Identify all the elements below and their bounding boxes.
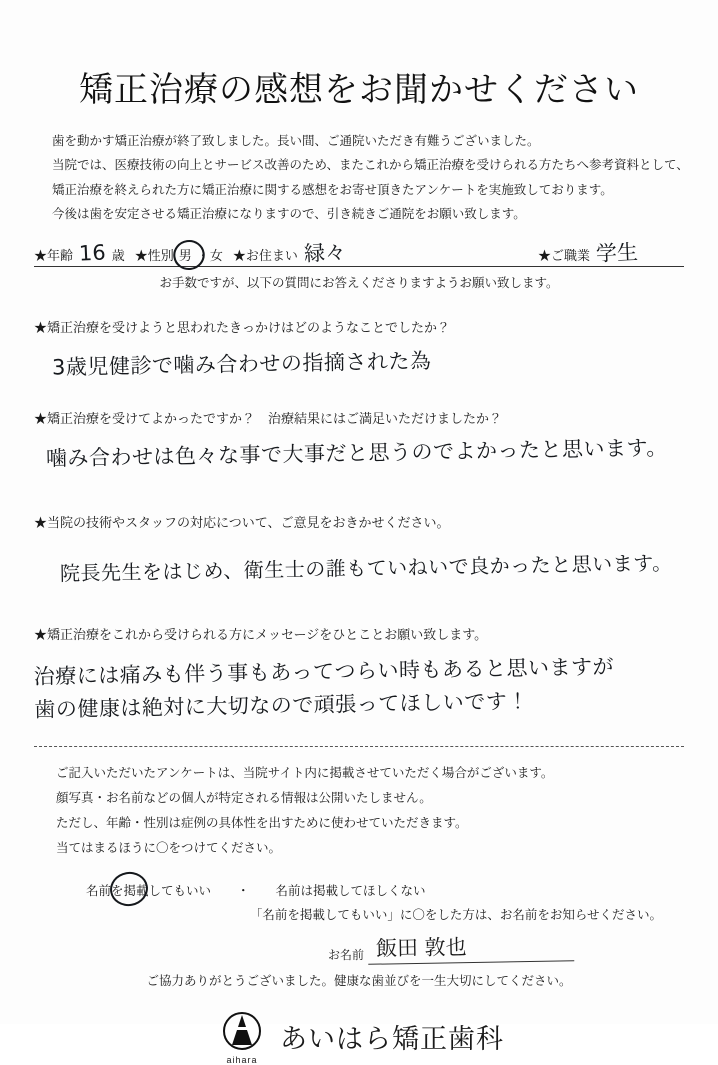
- name-field[interactable]: [34, 931, 684, 963]
- instruction-note: お手数ですが、以下の質問にお答えくださりますようお願い致します。: [159, 275, 559, 290]
- age-value: 16: [78, 239, 107, 266]
- clinic-logo-mark-icon: [214, 1011, 270, 1063]
- clinic-logo: [34, 1011, 684, 1063]
- age-unit: 歳: [111, 247, 125, 263]
- privacy-note-2: 顔写真・お名前などの個人が特定される情報は公開いたしません。: [56, 790, 432, 805]
- question-3-label: ★当院の技術やスタッフの対応について、ご意見をおきかせください。: [34, 514, 450, 530]
- question-2-label: ★矯正治療を受けてよかったですか？ 治療結果にはご満足いただけましたか？: [34, 411, 503, 427]
- gender-label: ★性別: [134, 247, 174, 263]
- occupation-field[interactable]: [537, 239, 644, 266]
- clinic-logo-caption: aihara: [226, 1054, 258, 1065]
- consent-option-yes[interactable]: 名前を掲載してもいい: [82, 879, 215, 901]
- intro-paragraph: [52, 129, 689, 227]
- page-title: 矯正治療の感想をお聞かせください: [79, 70, 639, 110]
- privacy-notes: [56, 761, 684, 861]
- address-value: 緑々: [303, 239, 347, 266]
- address-label: ★お住まい: [232, 247, 298, 263]
- gender-field[interactable]: [135, 245, 223, 264]
- question-4-answer-line-1: 治療には痛みも伴う事もあってつらい時もあると思いますが: [33, 654, 615, 689]
- question-4-answer-line-2: 歯の健康は絶対に大切なので頑張ってほしいです！: [34, 688, 529, 721]
- address-field[interactable]: [232, 239, 528, 266]
- occupation-label: ★ご職業: [537, 247, 590, 263]
- gender-option-female[interactable]: 女: [209, 247, 223, 263]
- privacy-note-4: 当てはまるほうに〇をつけてください。: [56, 840, 282, 855]
- occupation-value: 学生: [595, 239, 639, 266]
- thanks-message: ご協力ありがとうございました。健康な歯並びを一生大切にしてください。: [146, 973, 572, 988]
- section-divider: [34, 746, 684, 747]
- age-label: ★年齢: [34, 247, 74, 263]
- consent-option-no[interactable]: 名前は掲載してほしくない: [275, 883, 426, 898]
- intro-line-3: 矯正治療を終えられた方に矯正治療に関する感想をお寄せ頂きたアンケートを実施致しております。: [52, 182, 613, 197]
- intro-line-1: 歯を動かす矯正治療が終了致しました。長い間、ご通院いただき有難うございました。: [52, 134, 540, 148]
- question-1-label: ★矯正治療を受けようと思われたきっかけはどのようなことでしたか？: [34, 319, 451, 335]
- profile-row: [34, 239, 684, 267]
- intro-line-2: 当院では、医療技術の向上とサービス改善のため、またこれから矯正治療を受けられる方たちへ参考資料として、: [52, 158, 689, 173]
- question-3-answer[interactable]: 院長先生をはじめ、衛生士の誰もていねいで良かったと思います。: [59, 550, 673, 586]
- privacy-note-1: ご記入いただいたアンケートは、当院サイト内に掲載させていただく場合がございます。: [56, 765, 554, 780]
- consent-separator: ・: [237, 883, 250, 898]
- circle-annotation-icon: [171, 237, 206, 271]
- age-field[interactable]: [34, 239, 125, 266]
- circle-annotation-icon: [107, 869, 150, 909]
- privacy-note-3: ただし、年齢・性別は症例の具体性を出すために使わせていただきます。: [56, 815, 468, 830]
- clinic-name: あいはら矯正歯科: [280, 1024, 504, 1056]
- intro-line-4: 今後は歯を安定させる矯正治療になりますので、引き続きご通院をお願い致します。: [52, 207, 526, 222]
- consent-options: [82, 879, 684, 901]
- gender-separator: ・: [196, 247, 210, 263]
- question-4-answer[interactable]: [33, 649, 684, 725]
- name-field-label: お名前: [327, 947, 364, 962]
- question-2-answer[interactable]: 噛み合わせは色々な事で大事だと思うのでよかったと思います。: [45, 435, 668, 471]
- question-4-label: ★矯正治療をこれから受けられる方にメッセージをひとことお願い致します。: [34, 626, 488, 642]
- name-field-value: 飯田 敦也: [368, 929, 575, 965]
- question-1-answer[interactable]: 3歳児健診で噛み合わせの指摘された為: [51, 348, 432, 380]
- consent-note: 「名前を掲載してもいい」に〇をした方は、お名前をお知らせください。: [249, 907, 662, 922]
- gender-option-male[interactable]: 男: [174, 245, 197, 264]
